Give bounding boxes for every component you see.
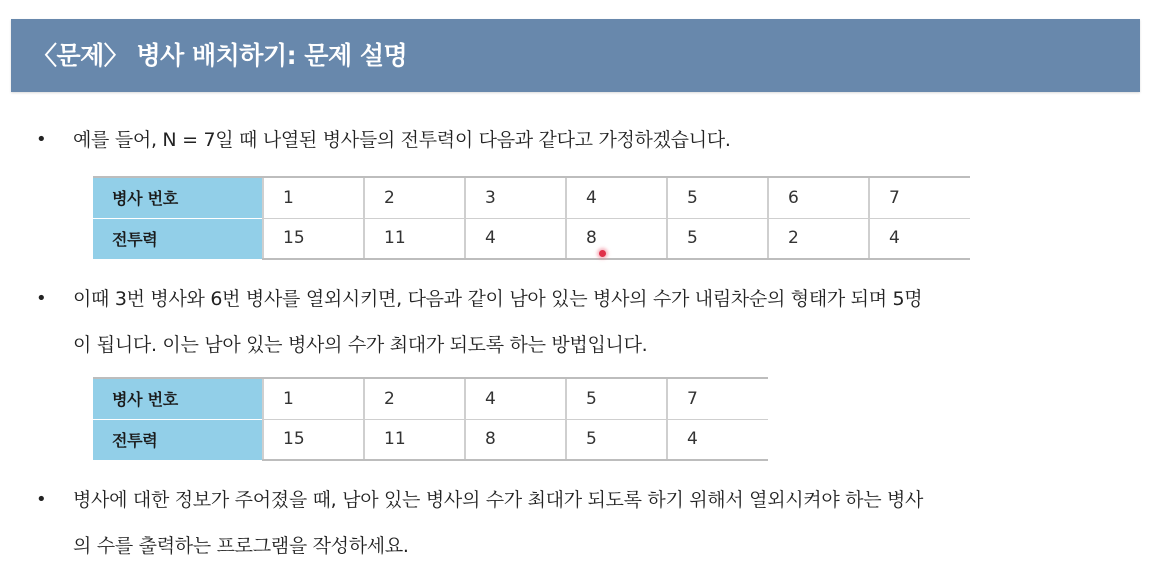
table-cell: 5 — [566, 378, 667, 419]
table-cell: 15 — [263, 218, 364, 259]
table-cell: 15 — [263, 419, 364, 460]
slide-title-bar — [11, 19, 1140, 92]
table-cell: 4 — [465, 218, 566, 259]
bullet-marker: • — [36, 489, 47, 510]
table-cell: 5 — [667, 218, 768, 259]
row-header-combat-power: 전투력 — [93, 419, 263, 460]
table-cell: 7 — [667, 378, 768, 419]
table-cell: 3 — [465, 177, 566, 218]
row-header-soldier-number: 병사 번호 — [93, 177, 263, 218]
table-cell: 5 — [667, 177, 768, 218]
paragraph-line: 병사에 대한 정보가 주어졌을 때, 남아 있는 병사의 수가 최대가 되도록 하기 위해서 열외시켜야 하는 병사 — [73, 489, 924, 511]
bullet-marker: • — [36, 129, 47, 150]
paragraph-example — [73, 120, 1113, 160]
table-cell: 4 — [465, 378, 566, 419]
table-cell: 2 — [768, 218, 869, 259]
paragraph-task — [73, 480, 1113, 566]
table-cell: 4 — [566, 177, 667, 218]
table-row-soldier-number — [93, 177, 970, 218]
table-row-soldier-number — [93, 378, 768, 419]
table-row-combat-power — [93, 419, 768, 460]
paragraph-line: 예를 들어, N = 7일 때 나열된 병사들의 전투력이 다음과 같다고 가정하겠습니다. — [73, 129, 731, 151]
table-cell: 1 — [263, 177, 364, 218]
table-cell: 7 — [869, 177, 970, 218]
paragraph-line: 의 수를 출력하는 프로그램을 작성하세요. — [73, 535, 409, 557]
table-cell: 11 — [364, 419, 465, 460]
soldier-table-original — [93, 176, 970, 260]
table-cell: 8 — [566, 218, 667, 259]
table-row-combat-power — [93, 218, 970, 259]
paragraph-line: 이때 3번 병사와 6번 병사를 열외시키면, 다음과 같이 남아 있는 병사의 수가 내림차순의 형태가 되며 5명 — [73, 288, 923, 310]
paragraph-line: 이 됩니다. 이는 남아 있는 병사의 수가 최대가 되도록 하는 방법입니다. — [73, 334, 648, 356]
slide-title: 〈문제〉 병사 배치하기: 문제 설명 — [32, 41, 408, 70]
table-cell: 4 — [869, 218, 970, 259]
paragraph-explanation — [73, 279, 1113, 365]
laser-pointer-dot — [599, 250, 606, 257]
table-cell: 2 — [364, 177, 465, 218]
table-cell: 6 — [768, 177, 869, 218]
table-cell: 11 — [364, 218, 465, 259]
soldier-table-remaining — [93, 377, 768, 461]
bullet-marker: • — [36, 288, 47, 309]
table-cell: 1 — [263, 378, 364, 419]
row-header-combat-power: 전투력 — [93, 218, 263, 259]
table-cell: 8 — [465, 419, 566, 460]
table-cell: 2 — [364, 378, 465, 419]
table-cell: 4 — [667, 419, 768, 460]
row-header-soldier-number: 병사 번호 — [93, 378, 263, 419]
table-cell: 5 — [566, 419, 667, 460]
